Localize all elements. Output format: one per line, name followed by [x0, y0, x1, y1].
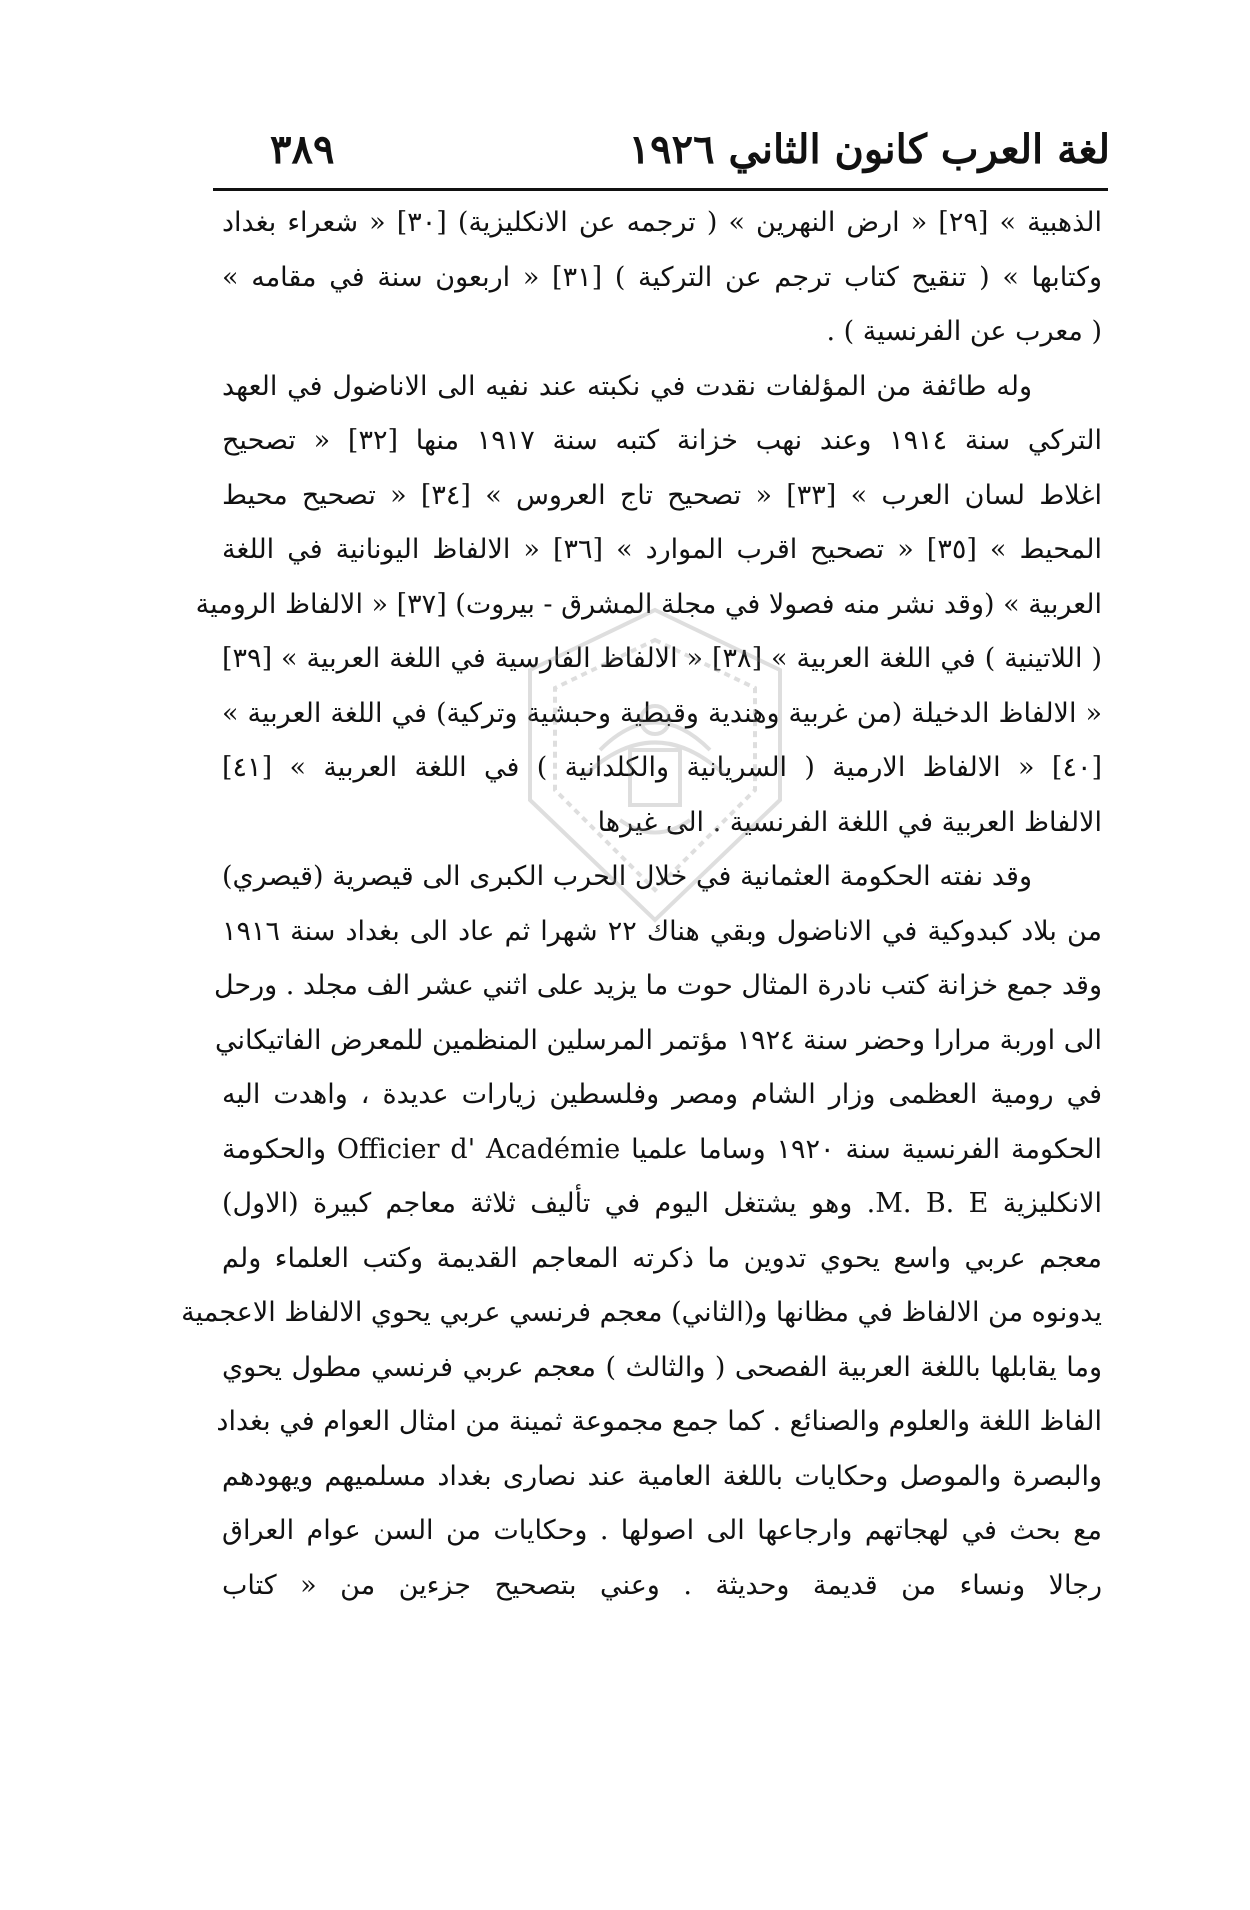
text-line: وقد نفته الحكومة العثمانية في خلال الحرب الكبرى الى قيصرية (قيصري) — [222, 861, 1032, 892]
text-line: [٤٠] « الالفاظ الارمية ( السريانية والكلدانية ) في اللغة العربية » [٤١] — [222, 752, 1102, 783]
body-text — [181, 196, 1103, 1613]
text-line: والبصرة والموصل وحكايات باللغة العامية عند نصارى بغداد مسلميهم ويهودهم — [222, 1460, 1102, 1492]
text-line: الالفاظ العربية في اللغة الفرنسية . الى غيرها — [597, 806, 1102, 838]
text-line: الفاظ اللغة والعلوم والصنائع . كما جمع مجموعة ثمينة من امثال العوام في بغداد — [216, 1406, 1102, 1437]
text-line: في رومية العظمى وزار الشام ومصر وفلسطين زيارات عديدة ، واهدت اليه — [222, 1079, 1102, 1110]
text-line: وما يقابلها باللغة العربية الفصحى ( والثالث ) معجم عربي فرنسي مطول يحوي — [222, 1351, 1102, 1383]
text-line: « الالفاظ الدخيلة (من غربية وهندية وقبطية وحبشية وتركية) في اللغة العربية » — [222, 697, 1102, 729]
text-line: وكتابها » ( تنقيح كتاب ترجم عن التركية ) [٣١] « اربعون سنة في مقامه » — [222, 261, 1102, 293]
text-line: ( معرب عن الفرنسية ) . — [826, 316, 1102, 347]
header-rule — [213, 188, 1108, 191]
text-line: وله طائفة من المؤلفات نقدت في نكبته عند نفيه الى الاناضول في العهد — [222, 370, 1032, 402]
text-line: الحكومة الفرنسية سنة ١٩٢٠ وساما علميا Officier d' Académie والحكومة — [222, 1133, 1102, 1165]
text-line: ( اللاتينية ) في اللغة العربية » [٣٨] « الالفاظ الفارسية في اللغة العربية » [٣٩] — [222, 643, 1102, 674]
text-line: التركي سنة ١٩١٤ وعند نهب خزانة كتبه سنة ١٩١٧ منها [٣٢] « تصحيح — [222, 425, 1102, 456]
text-line: الى اوربة مرارا وحضر سنة ١٩٢٤ مؤتمر المرسلين المنظمين للمعرض الفاتيكاني — [215, 1024, 1102, 1056]
text-line: وقد جمع خزانة كتب نادرة المثال حوت ما يزيد على اثني عشر الف مجلد . ورحل — [213, 970, 1102, 1001]
text-line: رجالا ونساء من قديمة وحديثة . وعني بتصحيح جزءين من « كتاب — [222, 1569, 1102, 1601]
page-header — [210, 122, 1110, 178]
text-line: الذهبية » [٢٩] « ارض النهرين » ( ترجمه عن الانكليزية) [٣٠] « شعراء بغداد — [222, 207, 1102, 238]
text-line: يدونوه من الالفاظ في مظانها و(الثاني) معجم فرنسي عربي يحوي الالفاظ الاعجمية — [181, 1297, 1102, 1328]
text-line: اغلاط لسان العرب » [٣٣] « تصحيح تاج العروس » [٣٤] « تصحيح محيط — [222, 479, 1102, 511]
text-line: مع بحث في لهجاتهم وارجاعها الى اصولها . وحكايات من السن عوام العراق — [222, 1515, 1102, 1546]
text-line: الانكليزية M. B. E. وهو يشتغل اليوم في تأليف ثلاثة معاجم كبيرة (الاول) — [222, 1188, 1102, 1219]
text-line: العربية » (وقد نشر منه فصولا في مجلة المشرق - بيروت) [٣٧] « الالفاظ الرومية — [195, 588, 1102, 620]
running-title: لغة العرب كانون الثاني ١٩٢٦ — [628, 126, 1110, 173]
text-line: من بلاد كبدوكية في الاناضول وبقي هناك ٢٢ شهرا ثم عاد الى بغداد سنة ١٩١٦ — [222, 915, 1103, 947]
text-line: معجم عربي واسع يحوي تدوين ما ذكرته المعاجم القديمة وكتب العلماء ولم — [222, 1242, 1102, 1274]
page-number: ٣٨٩ — [270, 126, 335, 173]
text-line: المحيط » [٣٥] « تصحيح اقرب الموارد » [٣٦] « الالفاظ اليونانية في اللغة — [222, 534, 1102, 565]
